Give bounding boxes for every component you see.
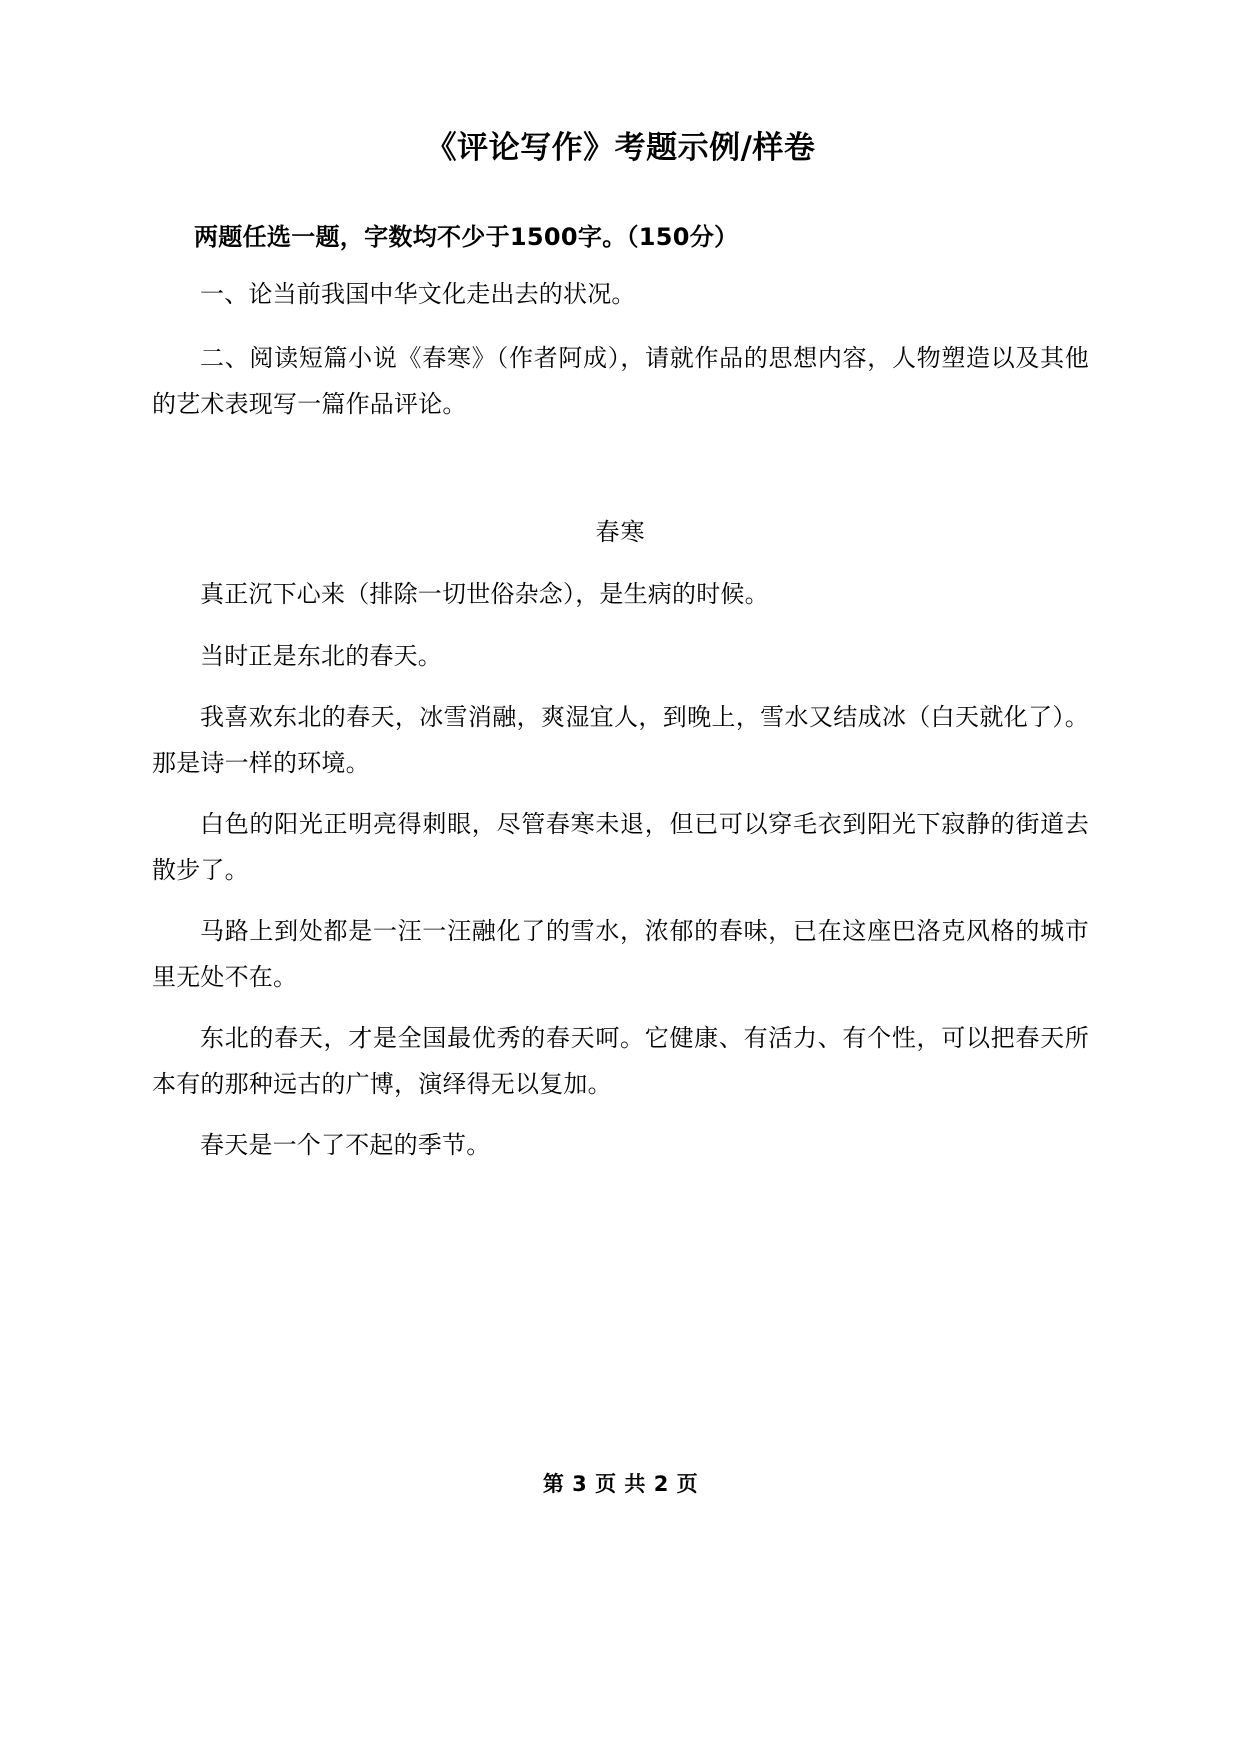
section-spacer xyxy=(152,427,1089,513)
story-title: 春寒 xyxy=(595,518,646,547)
question-item-1: 一、论当前我国中华文化走出去的状况。 xyxy=(200,279,636,308)
story-paragraph: 白色的阳光正明亮得刺眼，尽管春寒未退，但已可以穿毛衣到阳光下寂静的街道去散步了。 xyxy=(152,809,1089,884)
footer-total-pages: 2 xyxy=(653,1472,669,1496)
story-paragraph: 东北的春天，才是全国最优秀的春天呵。它健康、有活力、有个性，可以把春天所本有的那种远古的广博，演绎得无以复加。 xyxy=(152,1024,1089,1099)
footer-suffix: 页 xyxy=(676,1472,699,1496)
footer-middle: 页 共 xyxy=(595,1472,646,1496)
story-paragraph: 真正沉下心来（排除一切世俗杂念），是生病的时候。 xyxy=(200,580,769,609)
exam-instruction: 两题任选一题，字数均不少于1500字。（150分） xyxy=(194,222,739,251)
footer-current-page: 3 xyxy=(572,1472,588,1496)
page-title: 《评论写作》考题示例/样卷 xyxy=(425,130,816,166)
footer-prefix: 第 xyxy=(542,1472,565,1496)
page-footer xyxy=(0,1468,1241,1498)
story-paragraph: 当时正是东北的春天。 xyxy=(200,641,442,670)
story-paragraph: 春天是一个了不起的季节。 xyxy=(200,1131,491,1160)
story-paragraph: 我喜欢东北的春天，冰雪消融，爽湿宜人，到晚上，雪水又结成冰（白天就化了）。那是诗一样的环境。 xyxy=(152,702,1089,777)
question-item-2: 二、阅读短篇小说《春寒》（作者阿成），请就作品的思想内容，人物塑造以及其他的艺术表现写一篇作品评论。 xyxy=(152,343,1089,418)
story-paragraph: 马路上到处都是一汪一汪融化了的雪水，浓郁的春味，已在这座巴洛克风格的城市里无处不在。 xyxy=(152,916,1089,992)
